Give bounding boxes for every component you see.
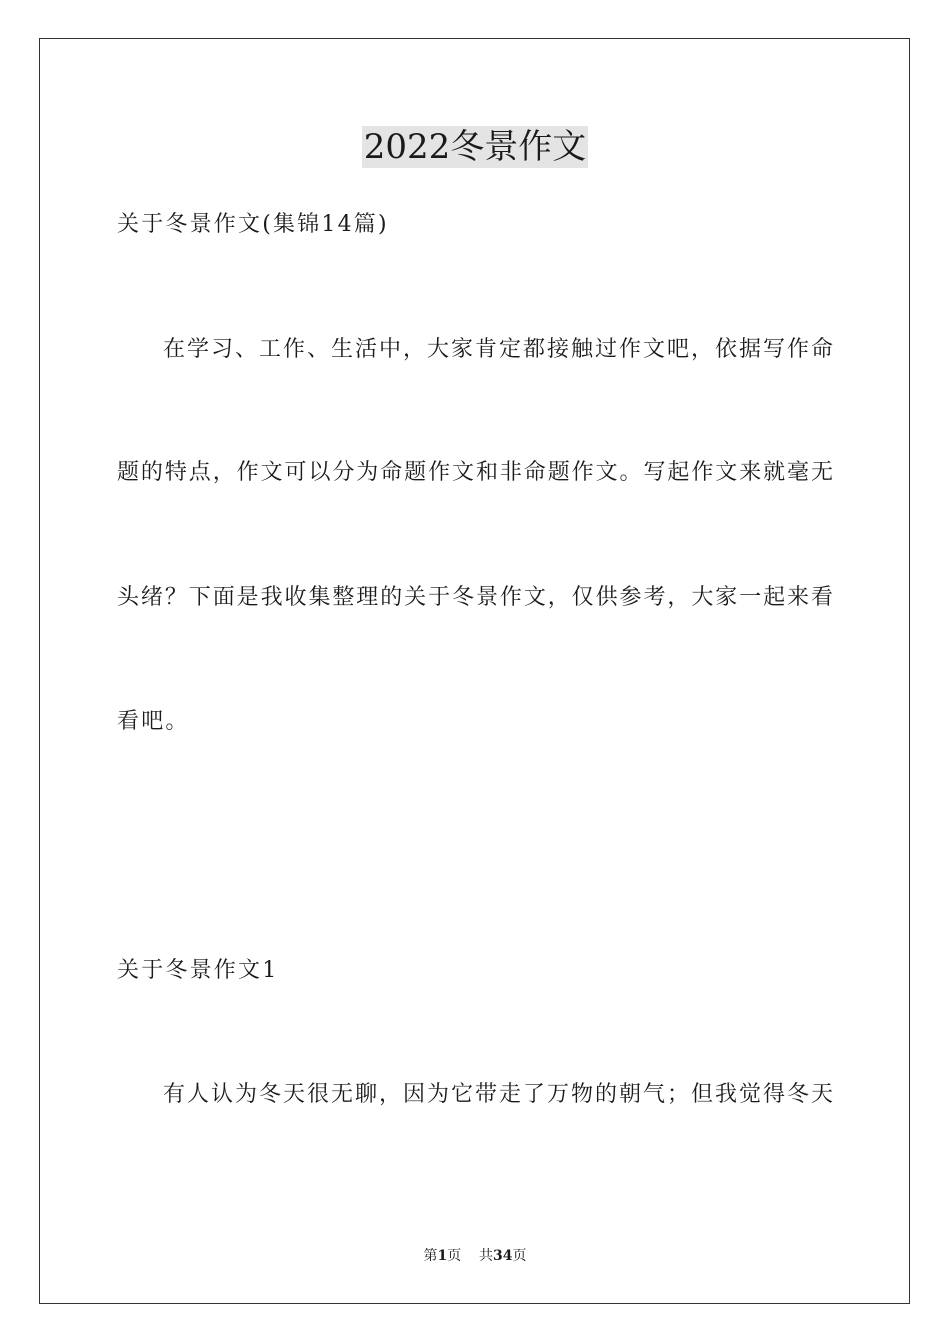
footer-total-suffix: 页 [512,1248,527,1264]
section-heading: 关于冬景作文1 [117,958,279,983]
intro-line-3: 头绪？下面是我收集整理的关于冬景作文，仅供参考，大家一起来看 [117,585,833,610]
intro-line-4: 看吧。 [117,709,190,734]
intro-line-1: 在学习、工作、生活中，大家肯定都接触过作文吧，依据写作命 [163,337,833,362]
footer-total-pages: 34 [493,1248,513,1264]
document-subtitle: 关于冬景作文(集锦14篇) [117,212,389,237]
footer-total-prefix: 共 [479,1248,494,1264]
page-footer [0,1247,950,1265]
footer-page-suffix: 页 [447,1248,462,1264]
title-container [0,126,950,168]
section-line-1: 有人认为冬天很无聊，因为它带走了万物的朝气；但我觉得冬天 [163,1082,833,1107]
document-title: 2022冬景作文 [363,127,587,167]
footer-page-prefix: 第 [423,1248,438,1264]
footer-page-number: 1 [437,1248,448,1264]
intro-line-2: 题的特点，作文可以分为命题作文和非命题作文。写起作文来就毫无 [117,460,833,485]
